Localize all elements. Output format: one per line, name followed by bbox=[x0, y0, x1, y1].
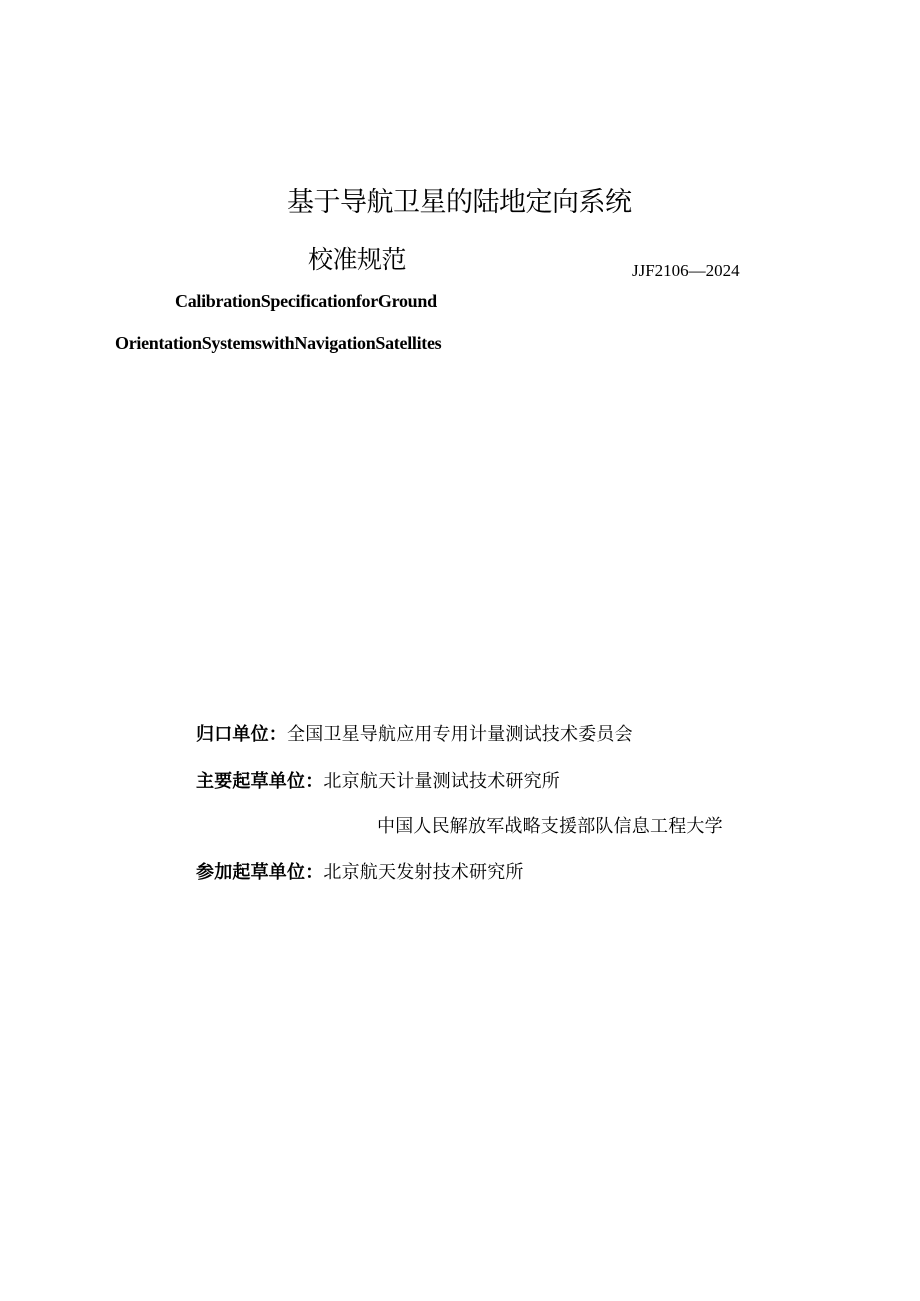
responsible-unit-line bbox=[196, 720, 633, 746]
standard-code: JJF2106—2024 bbox=[632, 261, 740, 280]
responsible-unit-value: 全国卫星导航应用专用计量测试技术委员会 bbox=[287, 724, 633, 745]
main-drafting-unit-value-1: 北京航天计量测试技术研究所 bbox=[323, 771, 561, 792]
main-drafting-unit-value-2-line bbox=[377, 812, 723, 838]
participating-unit-value: 北京航天发射技术研究所 bbox=[323, 862, 524, 883]
main-drafting-unit-value-2: 中国人民解放军战略支援部队信息工程大学 bbox=[377, 816, 723, 837]
english-title-line-1: CalibrationSpecificationforGround bbox=[175, 291, 437, 311]
chinese-title-line-2: 校准规范 bbox=[308, 245, 407, 274]
main-drafting-unit-line bbox=[196, 767, 560, 793]
participating-unit-line bbox=[196, 858, 524, 884]
responsible-unit-label: 归口单位： bbox=[196, 724, 287, 745]
chinese-title-line-1: 基于导航卫星的陆地定向系统 bbox=[287, 187, 632, 218]
main-drafting-unit-label: 主要起草单位： bbox=[196, 771, 324, 792]
english-title-line-2: OrientationSystemswithNavigationSatellites bbox=[115, 333, 442, 353]
participating-unit-label: 参加起草单位： bbox=[196, 862, 324, 883]
